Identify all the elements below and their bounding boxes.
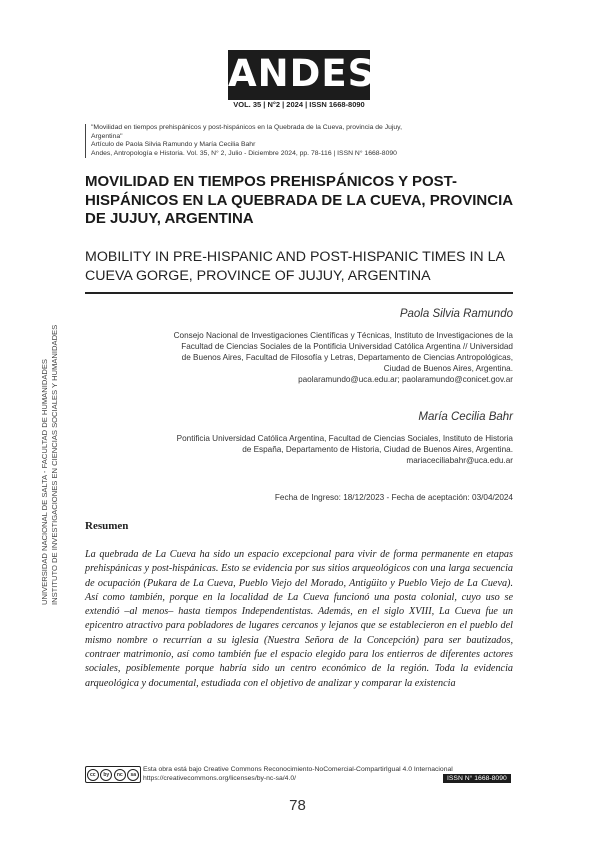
- page-number: 78: [289, 797, 306, 814]
- sa-icon: sa: [127, 769, 139, 781]
- author-affiliation: [85, 330, 513, 385]
- citation-line: Artículo de Paola Silvia Ramundo y María Cecilia Bahr: [91, 141, 256, 149]
- creative-commons-badge: [85, 766, 141, 783]
- abstract-heading: Resumen: [85, 520, 129, 532]
- author-name: María Cecilia Bahr: [418, 411, 513, 423]
- citation-reference: [85, 124, 519, 158]
- article-title-english: MOBILITY IN PRE-HISPANIC AND POST-HISPANIC TIMES IN LA CUEVA GORGE, PROVINCE OF JUJUY, ARGENTINA: [85, 249, 505, 284]
- author-name: Paola Silvia Ramundo: [399, 308, 513, 320]
- author-affiliation: [85, 433, 513, 466]
- cc-icon: cc: [87, 769, 99, 781]
- affiliation-line: de España, Departamento de Historia, Ciudad de Buenos Aires, Argentina.: [242, 445, 513, 454]
- abstract-text: La quebrada de La Cueva ha sido un espacio excepcional para vivir de forma permanente en etapas prehispánicas y post-hispánicas. Esto se evidencia por sus sitios arqueológicos con una larga secuencia de ocupación (Pukara de La Cueva, Pueblo Viejo del Morado, Antigüito y Pueblo Viejo de La Cueva). Así como también, porque en la localidad de La Cueva funcionó una posta colonial, cuyo uso se extendió –al menos– hasta tiempos Independentistas. Además, en el siglo XVIII, La Cueva fue un epicentro atractivo para pobladores de lugares cercanos y lejanos que se establecieron en el pueblo del mismo nombre o recurrían a su iglesia (Nuestra Señora de la Concepción) para ser bautizados, contraer matrimonio, así como también fue el espacio elegido para los entierros de diferentes actores sociales, posiblemente porque habría sido un centro económico de la región. Toda la evidencia arqueológica y documental, estudiada con el objetivo de analizar y comparar la existencia: [85, 549, 513, 689]
- author-email: mariaceciliabahr@uca.edu.ar: [406, 456, 513, 465]
- by-icon: by: [100, 769, 112, 781]
- submission-dates: Fecha de Ingreso: 18/12/2023 - Fecha de aceptación: 03/04/2024: [274, 493, 513, 502]
- citation-line: Argentina": [91, 132, 123, 140]
- license-line: Esta obra está bajo Creative Commons Reconocimiento-NoComercial-CompartirIgual 4.0 Internacional: [143, 766, 453, 773]
- nc-icon: nc: [114, 769, 126, 781]
- title-divider: [85, 292, 513, 294]
- side-text-line: INSTITUTO DE INVESTIGACIONES EN CIENCIAS SOCIALES Y HUMANIDADES: [50, 324, 59, 605]
- author-email: paolaramundo@uca.edu.ar; paolaramundo@conicet.gov.ar: [298, 375, 513, 384]
- journal-name: ANDES: [228, 52, 376, 95]
- affiliation-line: Ciudad de Buenos Aires, Argentina.: [383, 364, 513, 373]
- issn-badge: ISSN N° 1668-8090: [443, 774, 511, 783]
- affiliation-line: de Buenos Aires, Facultad de Filosofía y Letras, Departamento de Ciencias Antropológicas,: [181, 353, 513, 362]
- university-side-text: [40, 325, 60, 605]
- affiliation-line: Pontificia Universidad Católica Argentina, Facultad de Ciencias Sociales, Instituto de Historia: [176, 434, 513, 443]
- volume-line: VOL. 35 | N°2 | 2024 | ISSN 1668-8090: [233, 100, 365, 109]
- affiliation-line: Consejo Nacional de Investigaciones Científicas y Técnicas, Instituto de Investigaciones de la: [173, 331, 513, 340]
- citation-line: Andes, Antropología e Historia. Vol. 35, N° 2, Julio - Diciembre 2024, pp. 78-116 | ISSN N° 1668-8090: [91, 149, 397, 157]
- license-link[interactable]: https://creativecommons.org/licenses/by-nc-sa/4.0/: [143, 774, 296, 782]
- side-text-line: UNIVERSIDAD NACIONAL DE SALTA - FACULTAD DE HUMANIDADES: [40, 359, 49, 605]
- affiliation-line: Facultad de Ciencias Sociales de la Pontificia Universidad Católica Argentina // Universidad: [181, 342, 513, 351]
- article-title-spanish: MOVILIDAD EN TIEMPOS PREHISPÁNICOS Y POST-HISPÁNICOS EN LA QUEBRADA DE LA CUEVA, PROVINCIA DE JUJUY, ARGENTINA: [85, 173, 513, 227]
- citation-line: "Movilidad en tiempos prehispánicos y post-hispánicos en la Quebrada de la Cueva, provincia de Jujuy,: [91, 124, 402, 131]
